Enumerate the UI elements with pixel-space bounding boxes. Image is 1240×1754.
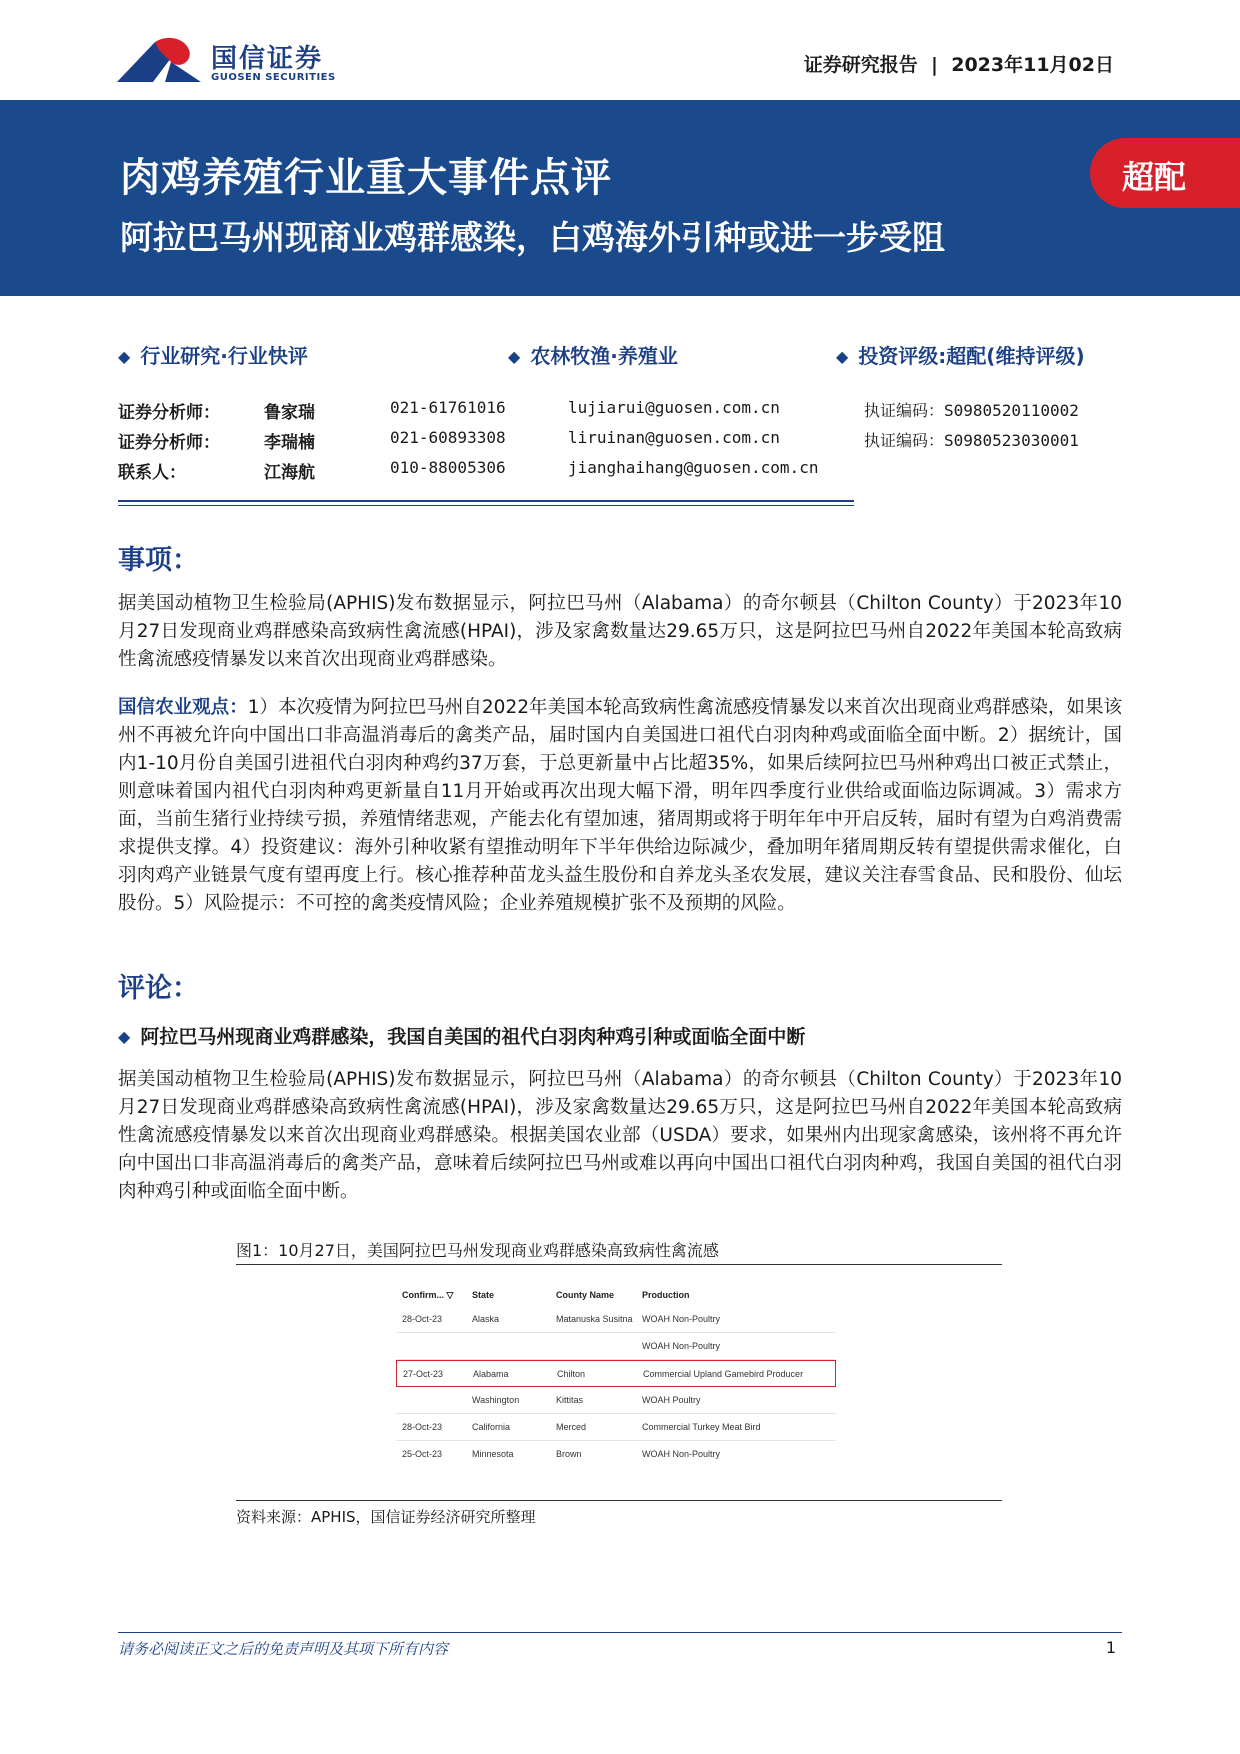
analyst-phone: 021-60893308 — [390, 428, 506, 447]
view-lead: 国信农业观点： — [118, 697, 248, 718]
analyst-phone: 021-61761016 — [390, 398, 506, 417]
table-row — [396, 1333, 836, 1360]
divider-line — [118, 500, 854, 502]
divider-line — [118, 505, 854, 506]
view-paragraph — [118, 694, 1122, 918]
comment-subheading-text: 阿拉巴马州现商业鸡群感染，我国自美国的祖代白羽肉种鸡引种或面临全面中断 — [140, 1026, 806, 1048]
analyst-email[interactable]: liruinan@guosen.com.cn — [568, 428, 780, 447]
table-header — [396, 1282, 836, 1306]
analyst-name: 李瑞楠 — [264, 433, 315, 453]
comment-subheading — [118, 1022, 805, 1049]
diamond-icon: ◆ — [836, 347, 849, 366]
guosen-logo-icon — [115, 36, 205, 86]
report-type: 证券研究报告 — [803, 54, 918, 76]
diamond-icon: ◆ — [118, 1027, 131, 1046]
figure-source: 资料来源：APHIS，国信证券经济研究所整理 — [236, 1508, 536, 1526]
analyst-phone: 010-88005306 — [390, 458, 506, 477]
section-heading-event: 事项： — [118, 545, 199, 576]
report-date: 2023年11月02日 — [951, 54, 1114, 76]
table-row — [396, 1414, 836, 1441]
table-row-highlighted — [396, 1360, 836, 1387]
meta-category-label: 行业研究·行业快评 — [140, 344, 308, 368]
analyst-row — [118, 398, 1118, 428]
cell-county: Kittitas — [556, 1395, 584, 1405]
cell-date: 25-Oct-23 — [402, 1449, 443, 1459]
cell-production: Commercial Upland Gamebird Producer — [643, 1369, 804, 1379]
cell-production: WOAH Non-Poultry — [642, 1341, 721, 1351]
logo-text-cn: 国信证券 — [211, 44, 324, 74]
rating-tag — [1090, 138, 1240, 208]
meta-category — [118, 340, 308, 369]
rating-tag-label: 超配 — [1122, 158, 1187, 196]
table-row — [396, 1441, 836, 1468]
diamond-icon: ◆ — [508, 347, 521, 366]
page-number: 1 — [1105, 1638, 1116, 1657]
cell-date: 28-Oct-23 — [402, 1314, 443, 1324]
footer-rule — [118, 1632, 1122, 1633]
header-production: Production — [642, 1290, 690, 1300]
header-confirmed: Confirm... ▽ — [402, 1290, 454, 1300]
meta-rating — [836, 340, 1085, 369]
figure-top-rule — [236, 1264, 1002, 1265]
cell-production: WOAH Non-Poultry — [642, 1449, 721, 1459]
analyst-role: 联系人： — [118, 463, 186, 483]
figure-bottom-rule — [236, 1500, 1002, 1501]
report-header-info — [804, 50, 1114, 77]
analyst-cert: 执证编码：S0980520110002 — [864, 401, 1079, 420]
outbreak-table — [396, 1282, 836, 1468]
event-paragraph: 据美国动植物卫生检验局(APHIS)发布数据显示，阿拉巴马州（Alabama）的奇尔顿县（Chilton County）于2023年10月27日发现商业鸡群感染高致病性禽流感(HPAI)，涉及家禽数量达29.65万只，这是阿拉巴马州自2022年美国本轮高致病性禽流感疫情暴发以来首次出现商业鸡群感染。 — [118, 593, 1122, 670]
header-divider: | — [924, 54, 945, 76]
view-text: 1）本次疫情为阿拉巴马州自2022年美国本轮高致病性禽流感疫情暴发以来首次出现商业鸡群感染，如果该州不再被允许向中国出口非高温消毒后的禽类产品，届时国内自美国进口祖代白羽肉种鸡或面临全面中断。2）据统计，国内1-10月份自美国引进祖代白羽肉种鸡约37万套，于总更新量中占比超35%，如果后续阿拉巴马州种鸡出口被正式禁止，则意味着国内祖代白羽肉种鸡更新量自11月开始或再次出现大幅下滑，明年四季度行业供给或面临边际调减。3）需求方面，当前生猪行业持续亏损，养殖情绪悲观，产能去化有望加速，猪周期或将于明年年中开启反转，届时有望为白鸡消费需求提供支撑。4）投资建议：海外引种收紧有望推动明年下半年供给边际减少，叠加明年猪周期反转有望提供需求催化，白羽肉鸡产业链景气度有望再度上行。核心推荐种苗龙头益生股份和自养龙头圣农发展，建议关注春雪食品、民和股份、仙坛股份。5）风险提示：不可控的禽类疫情风险；企业养殖规模扩张不及预期的风险。 — [118, 697, 1122, 914]
comment-paragraph: 据美国动植物卫生检验局(APHIS)发布数据显示，阿拉巴马州（Alabama）的奇尔顿县（Chilton County）于2023年10月27日发现商业鸡群感染高致病性禽流感(HPAI)，涉及家禽数量达29.65万只，这是阿拉巴马州自2022年美国本轮高致病性禽流感疫情暴发以来首次出现商业鸡群感染。根据美国农业部（USDA）要求，如果州内出现家禽感染，该州将不再允许向中国出口非高温消毒后的禽类产品，意味着后续阿拉巴马州或难以再向中国出口祖代白羽肉种鸡，我国自美国的祖代白羽肉种鸡引种或面临全面中断。 — [118, 1069, 1122, 1202]
analyst-name: 鲁家瑞 — [264, 403, 315, 423]
analyst-row — [118, 428, 1118, 458]
analyst-row — [118, 458, 1118, 488]
logo-text-en: GUOSEN SECURITIES — [211, 72, 336, 83]
meta-sector — [508, 340, 678, 369]
cell-production: WOAH Poultry — [642, 1395, 701, 1405]
cell-production: Commercial Turkey Meat Bird — [642, 1422, 761, 1432]
cell-county: Brown — [556, 1449, 582, 1459]
section-heading-comment: 评论： — [118, 973, 199, 1004]
footer-disclaimer: 请务必阅读正文之后的免责声明及其项下所有内容 — [118, 1640, 449, 1658]
analyst-email[interactable]: jianghaihang@guosen.com.cn — [568, 458, 819, 477]
header-county: County Name — [556, 1290, 615, 1300]
cell-state: California — [472, 1422, 511, 1432]
cell-county: Merced — [556, 1422, 587, 1432]
title-banner — [0, 100, 1240, 296]
cell-county: Matanuska Susitna — [556, 1314, 633, 1324]
analyst-list — [118, 398, 1118, 488]
analyst-name: 江海航 — [264, 463, 315, 483]
cell-state: Alabama — [473, 1369, 509, 1379]
guosen-logo — [115, 30, 336, 90]
report-title: 肉鸡养殖行业重大事件点评 — [120, 155, 612, 201]
cell-date: 27-Oct-23 — [403, 1369, 444, 1379]
diamond-icon: ◆ — [118, 347, 131, 366]
analyst-cert: 执证编码：S0980523030001 — [864, 431, 1079, 450]
table-row — [396, 1306, 836, 1333]
figure-caption: 图1：10月27日，美国阿拉巴马州发现商业鸡群感染高致病性禽流感 — [236, 1241, 719, 1260]
cell-state: Alaska — [472, 1314, 500, 1324]
report-subtitle: 阿拉巴马州现商业鸡群感染，白鸡海外引种或进一步受阻 — [120, 218, 945, 257]
analyst-email[interactable]: lujiarui@guosen.com.cn — [568, 398, 780, 417]
cell-production: WOAH Non-Poultry — [642, 1314, 721, 1324]
cell-date: 28-Oct-23 — [402, 1422, 443, 1432]
analyst-role: 证券分析师： — [118, 433, 220, 453]
cell-state: Washington — [472, 1395, 520, 1405]
meta-sector-label: 农林牧渔·养殖业 — [530, 344, 678, 368]
table-row — [396, 1387, 836, 1414]
header-state: State — [472, 1290, 495, 1300]
analyst-role: 证券分析师： — [118, 403, 220, 423]
meta-rating-label: 投资评级:超配(维持评级) — [858, 344, 1085, 368]
cell-state: Minnesota — [472, 1449, 514, 1459]
cell-county: Chilton — [557, 1369, 586, 1379]
